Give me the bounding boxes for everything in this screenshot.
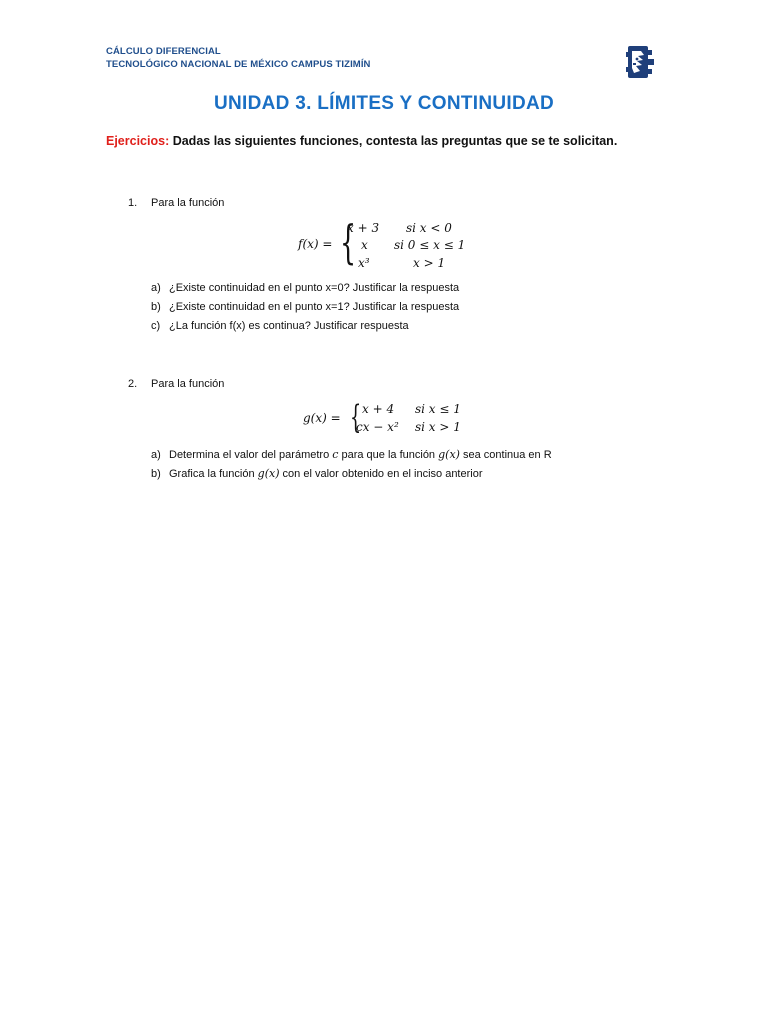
formula-1-row-2-cond: si 0 ≤ x ≤ 1 (394, 238, 466, 252)
question-text-mid: para que la función (338, 449, 439, 461)
course-name: CÁLCULO DIFERENCIAL (106, 46, 221, 57)
formula-2-row-1-cond: si x ≤ 1 (415, 402, 461, 416)
question-letter: a) (151, 449, 161, 461)
question-text-before: Determina el valor del parámetro (169, 449, 333, 461)
formula-2-row-2-cond: si x > 1 (415, 420, 461, 434)
document-header (106, 45, 371, 71)
tecnm-logo-icon (626, 42, 656, 82)
formula-1-row-1-expr: x + 3 (347, 221, 380, 235)
question-text-before: Grafica la función (169, 468, 258, 480)
exercise-1-question-b (151, 301, 459, 313)
formula-1-row-1-cond: si x < 0 (406, 221, 452, 235)
question-letter: b) (151, 301, 161, 313)
instructions-text: Dadas las siguientes funciones, contesta las preguntas que se te solicitan. (169, 134, 618, 148)
parameter-c: c (332, 448, 339, 461)
function-g: g(x) (438, 448, 460, 461)
exercise-1-formula (298, 215, 498, 272)
instructions (106, 134, 617, 148)
formula-2-lhs: g(x) = (303, 411, 341, 425)
exercise-2-heading: Para la función (151, 378, 225, 390)
exercise-2-question-a (151, 448, 552, 461)
formula-2-brace: { (350, 398, 362, 436)
instructions-label: Ejercicios: (106, 134, 170, 148)
exercise-1-question-a (151, 282, 459, 294)
question-text: ¿Existe continuidad en el punto x=0? Justificar la respuesta (169, 282, 460, 294)
formula-1-row-3-expr: x³ (358, 256, 370, 270)
exercise-2-title (128, 378, 224, 390)
formula-1-row-2-expr: x (361, 238, 368, 252)
formula-2-row-2-expr: cx − x² (356, 420, 399, 434)
question-text: ¿La función f(x) es continua? Justificar respuesta (169, 320, 409, 332)
exercise-2-number: 2. (128, 378, 138, 390)
question-letter: b) (151, 468, 161, 480)
question-text-after: sea continua en R (459, 449, 552, 461)
formula-1-row-3-cond: x > 1 (413, 256, 446, 270)
exercise-1-number: 1. (128, 197, 138, 209)
question-text-after: con el valor obtenido en el inciso anterior (279, 468, 483, 480)
question-letter: c) (151, 320, 161, 332)
formula-1-lhs: f(x) = (298, 237, 333, 251)
exercise-1-title (128, 197, 224, 209)
question-text: ¿Existe continuidad en el punto x=1? Justificar la respuesta (169, 301, 460, 313)
exercise-1-question-c (151, 320, 409, 332)
formula-1-brace: { (340, 215, 357, 269)
formula-2-row-1-expr: x + 4 (362, 402, 395, 416)
page-title: UNIDAD 3. LÍMITES Y CONTINUIDAD (213, 93, 555, 114)
exercise-1-heading: Para la función (151, 197, 225, 209)
exercise-2-question-b (151, 467, 483, 480)
function-g: g(x) (257, 467, 280, 480)
question-letter: a) (151, 282, 161, 294)
exercise-2-formula (303, 398, 483, 441)
institution-name: TECNOLÓGICO NACIONAL DE MÉXICO CAMPUS TIZIMÍN (106, 59, 371, 70)
